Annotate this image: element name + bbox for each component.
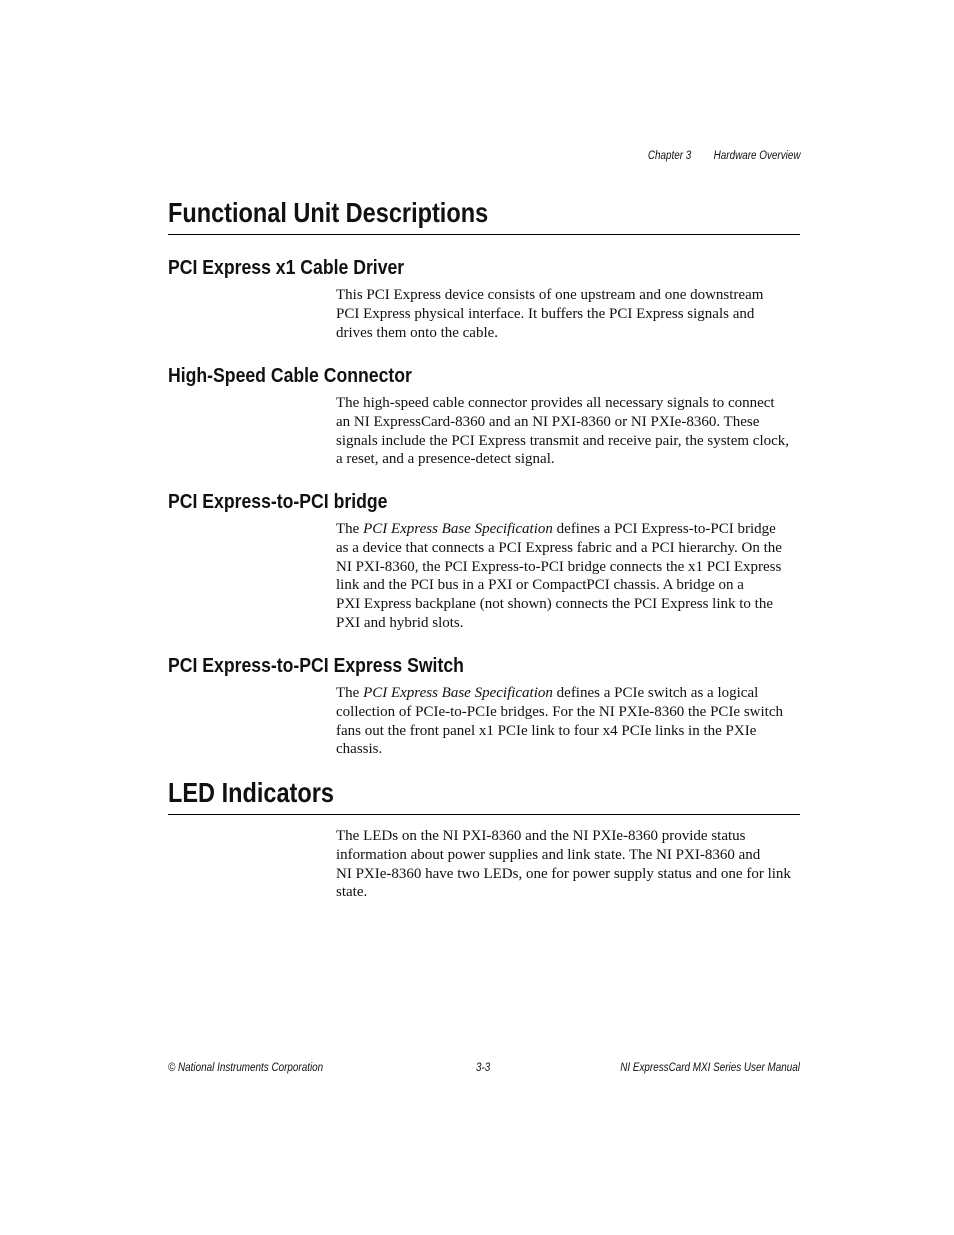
subsection-heading-cable-driver: PCI Express x1 Cable Driver	[168, 256, 405, 279]
text-run: defines a PCI Express-to-PCI bridge	[552, 521, 776, 537]
text-line: a reset, and a presence-detect signal.	[336, 451, 555, 468]
text-line: state.	[336, 884, 368, 901]
section-title-text: Functional Unit Descriptions	[168, 197, 489, 228]
text-line: PCI Express physical interface. It buffers the PCI Express signals and	[336, 305, 755, 322]
text-line: NI PXI-8360, the PCI Express-to-PCI bridge connects the x1 PCI Express	[336, 558, 782, 575]
text-line: collection of PCIe-to-PCIe bridges. For the NI PXIe-8360 the PCIe switch	[336, 703, 784, 720]
text-line: as a device that connects a PCI Express fabric and a PCI hierarchy. On the	[336, 539, 782, 556]
text-line: chassis.	[336, 741, 383, 758]
text-line: an NI ExpressCard-8360 and an NI PXI-8360 or NI PXIe-8360. These	[336, 413, 760, 430]
subsection-heading-switch: PCI Express-to-PCI Express Switch	[168, 654, 464, 677]
text-line: This PCI Express device consists of one upstream and one downstream	[336, 287, 764, 303]
paragraph-led	[336, 827, 800, 902]
section-title-text: LED Indicators	[168, 777, 334, 808]
chapter-title: Hardware Overview	[713, 150, 800, 162]
paragraph-bridge	[336, 520, 800, 633]
text-run: The	[336, 685, 364, 701]
text-line: NI PXIe-8360 have two LEDs, one for power supply status and one for link	[336, 865, 791, 882]
paragraph-switch	[336, 684, 800, 759]
text-line	[336, 520, 800, 539]
spec-title-emphasis: PCI Express Base Specification	[363, 521, 553, 537]
text-line: signals include the PCI Express transmit and receive pair, the system clock,	[336, 432, 790, 449]
text-line: PXI and hybrid slots.	[336, 614, 464, 631]
chapter-label: Chapter 3	[647, 150, 691, 162]
text-line: link and the PCI bus in a PXI or CompactPCI chassis. A bridge on a	[336, 577, 744, 594]
footer-manual-title: NI ExpressCard MXI Series User Manual	[620, 1062, 800, 1074]
subsection-heading-bridge: PCI Express-to-PCI bridge	[168, 490, 388, 513]
text-line: information about power supplies and link state. The NI PXI-8360 and	[336, 846, 761, 863]
text-line: The high-speed cable connector provides all necessary signals to connect	[336, 395, 775, 411]
text-run: defines a PCIe switch as a logical	[552, 685, 759, 701]
subsection-heading-connector: High-Speed Cable Connector	[168, 364, 412, 387]
paragraph-cable-driver	[336, 286, 800, 342]
section-title-functional-unit-descriptions	[168, 196, 800, 235]
paragraph-connector	[336, 394, 800, 469]
footer-copyright: © National Instruments Corporation	[168, 1062, 324, 1074]
running-header	[647, 150, 800, 162]
footer-page-number: 3-3	[476, 1062, 491, 1074]
text-line: drives them onto the cable.	[336, 324, 499, 341]
text-line: The LEDs on the NI PXI-8360 and the NI PXIe-8360 provide status	[336, 828, 746, 844]
text-line	[336, 684, 800, 703]
section-title-led-indicators	[168, 776, 800, 815]
text-run: The	[336, 521, 364, 537]
spec-title-emphasis: PCI Express Base Specification	[363, 685, 553, 701]
text-line: PXI Express backplane (not shown) connects the PCI Express link to the	[336, 596, 773, 613]
text-line: fans out the front panel x1 PCIe link to four x4 PCIe links in the PXIe	[336, 722, 757, 739]
